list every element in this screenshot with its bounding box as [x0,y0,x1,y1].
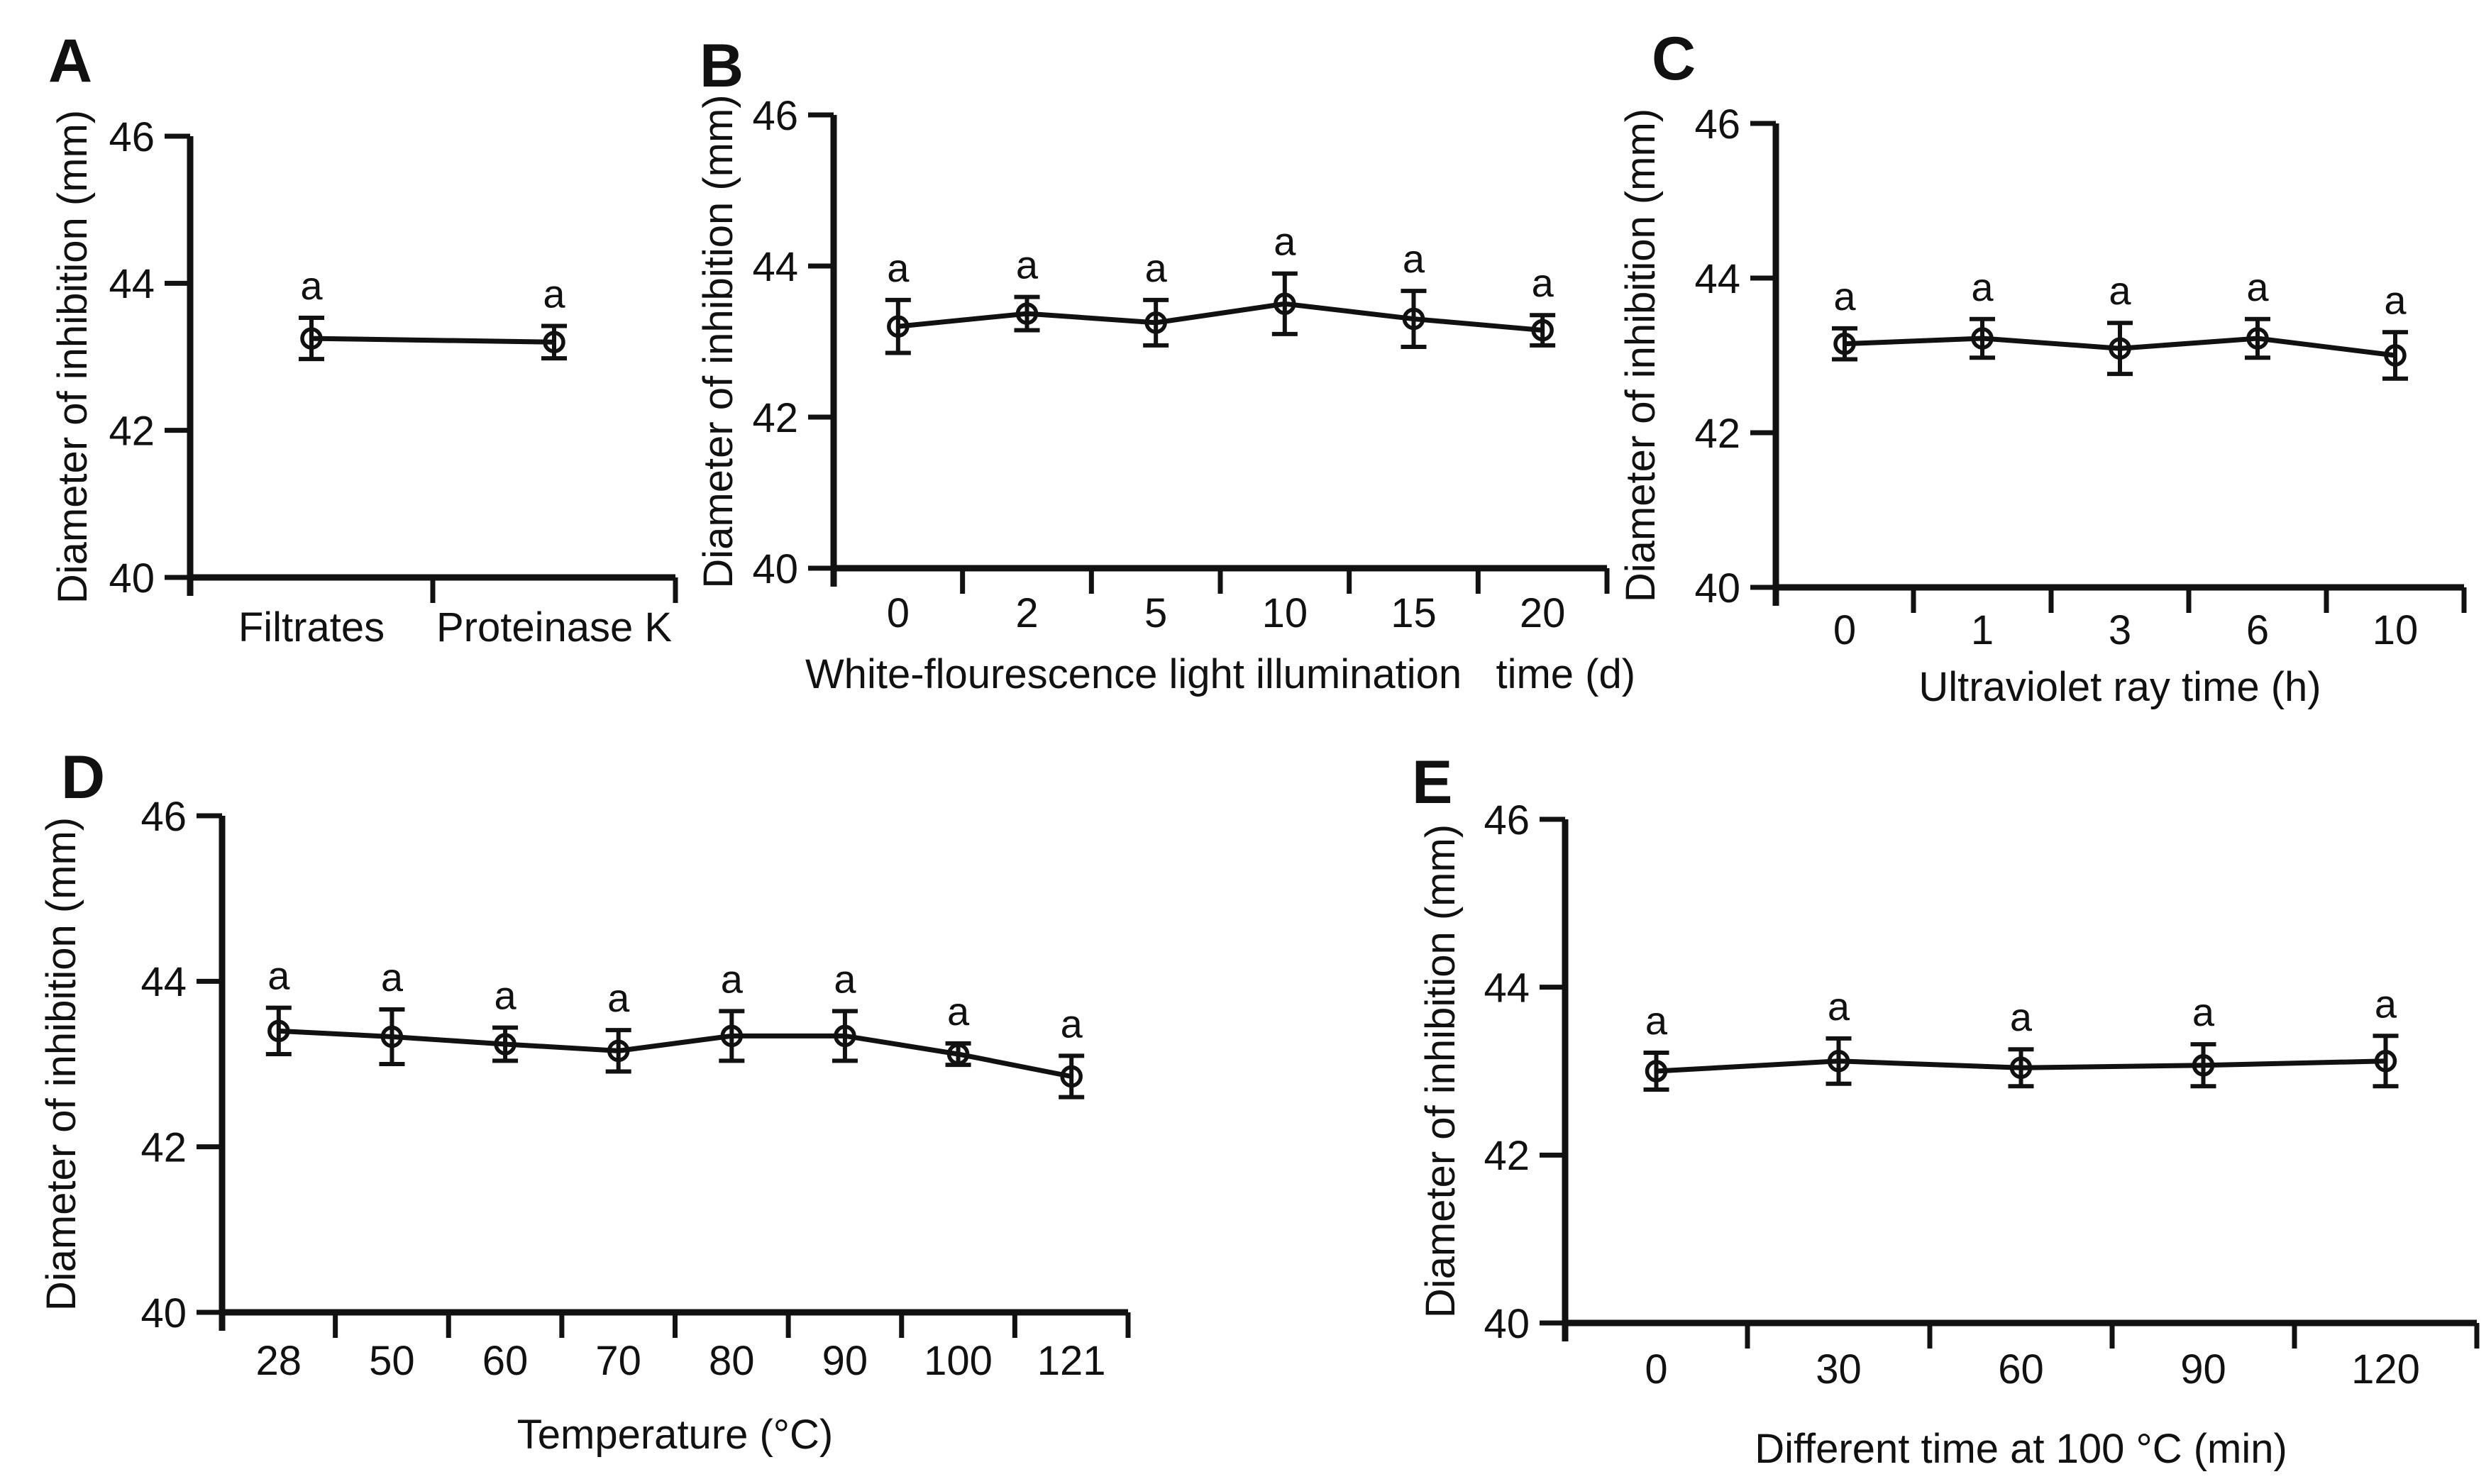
sig-label: a [1015,242,1039,287]
sig-label: a [946,988,970,1034]
x-category-label: 60 [1998,1346,2044,1392]
sig-label: a [267,953,290,998]
y-tick-label: 44 [1694,255,1740,302]
sig-label: a [2109,268,2131,314]
y-tick-label: 46 [1694,101,1740,148]
x-category-label: 100 [924,1338,993,1384]
x-category-label: Proteinase K [436,604,673,650]
x-category-label: 50 [369,1338,415,1384]
sig-label: a [1402,236,1425,282]
panel-label-B: B [700,32,744,100]
y-axis-title: Diameter of inhibition (mm) [695,94,741,589]
sig-label: a [2384,277,2407,323]
y-tick-label: 40 [752,546,798,592]
y-tick-label: 40 [1484,1300,1530,1347]
x-category-label: 60 [482,1338,529,1384]
sig-label: a [1144,245,1167,290]
y-tick-label: 44 [1484,965,1530,1012]
panel-label-D: D [61,743,106,812]
sig-label: a [1060,1001,1083,1046]
x-category-label: 28 [255,1338,302,1384]
sig-label: a [2009,995,2033,1040]
sig-label: a [1531,260,1554,306]
sig-label: a [1827,983,1850,1029]
x-axis-title: White-flourescence light illumination time (d) [805,651,1636,697]
sig-label: a [2192,990,2215,1035]
x-category-label: 0 [1645,1346,1668,1392]
x-category-label: 0 [1833,607,1857,653]
y-tick-label: 42 [109,408,155,455]
sig-label: a [720,956,743,1002]
y-tick-label: 46 [140,793,187,840]
y-tick-label: 42 [752,394,798,441]
sig-label: a [494,973,517,1018]
x-category-label: 10 [2372,607,2419,653]
x-category-label: 20 [1519,590,1566,636]
x-category-label: 90 [2180,1346,2226,1392]
y-axis-title: Diameter of inhibition (mm) [50,109,96,604]
x-category-label: 15 [1391,590,1437,636]
y-tick-label: 46 [109,113,155,160]
y-axis-title: Diameter of inhibition (mm) [38,816,84,1312]
sig-label: a [1274,218,1296,264]
sig-label: a [2374,981,2397,1026]
sig-label: a [1971,264,1994,309]
panel-label-C: C [1652,25,1696,93]
sig-label: a [380,955,404,1000]
sig-label: a [834,956,856,1002]
sig-label: a [543,271,565,316]
panel-A [48,27,675,650]
x-axis-title: Different time at 100 °C (min) [1755,1426,2287,1472]
y-axis-title: Diameter of inhibition (mm) [1618,108,1664,603]
x-category-label: 3 [2108,607,2132,653]
x-category-label: 1 [1970,607,1994,653]
panel-label-A: A [48,27,93,95]
x-category-label: 70 [595,1338,641,1384]
y-axis-title: Diameter of inhibition (mm) [1418,824,1464,1319]
x-axis-title: Temperature (°C) [517,1412,834,1458]
x-category-label: 2 [1015,590,1039,636]
x-category-label: 0 [886,590,910,636]
panel-B [695,32,1635,697]
data-line [898,304,1542,330]
panel-C [1618,25,2464,710]
panel-label-E: E [1412,748,1453,816]
y-tick-label: 46 [752,92,798,139]
data-line [279,1031,1071,1076]
x-category-label: 80 [709,1338,755,1384]
data-line [311,338,554,342]
y-tick-label: 42 [1484,1133,1530,1180]
x-category-label: 90 [822,1338,868,1384]
y-tick-label: 42 [140,1124,187,1171]
y-tick-label: 44 [109,261,155,308]
x-category-label: 30 [1816,1346,1862,1392]
panel-D [38,743,1128,1458]
y-tick-label: 40 [109,555,155,602]
x-category-label: 10 [1261,590,1308,636]
y-tick-label: 40 [1694,565,1740,611]
sig-label: a [2246,264,2269,309]
y-tick-label: 42 [1694,410,1740,457]
x-category-label: 121 [1037,1338,1106,1384]
y-tick-label: 44 [752,243,798,290]
x-category-label: 120 [2351,1346,2420,1392]
x-axis-title: Ultraviolet ray time (h) [1918,664,2321,710]
panel-E [1412,748,2477,1472]
y-tick-label: 44 [140,959,187,1006]
y-tick-label: 40 [140,1290,187,1336]
x-category-label: 6 [2246,607,2270,653]
x-category-label: 5 [1144,590,1168,636]
sig-label: a [887,245,910,290]
y-tick-label: 46 [1484,797,1530,843]
x-category-label: Filtrates [238,604,385,650]
sig-label: a [607,975,630,1021]
sig-label: a [1833,273,1856,319]
sig-label: a [1645,997,1668,1043]
sig-label: a [300,263,323,309]
